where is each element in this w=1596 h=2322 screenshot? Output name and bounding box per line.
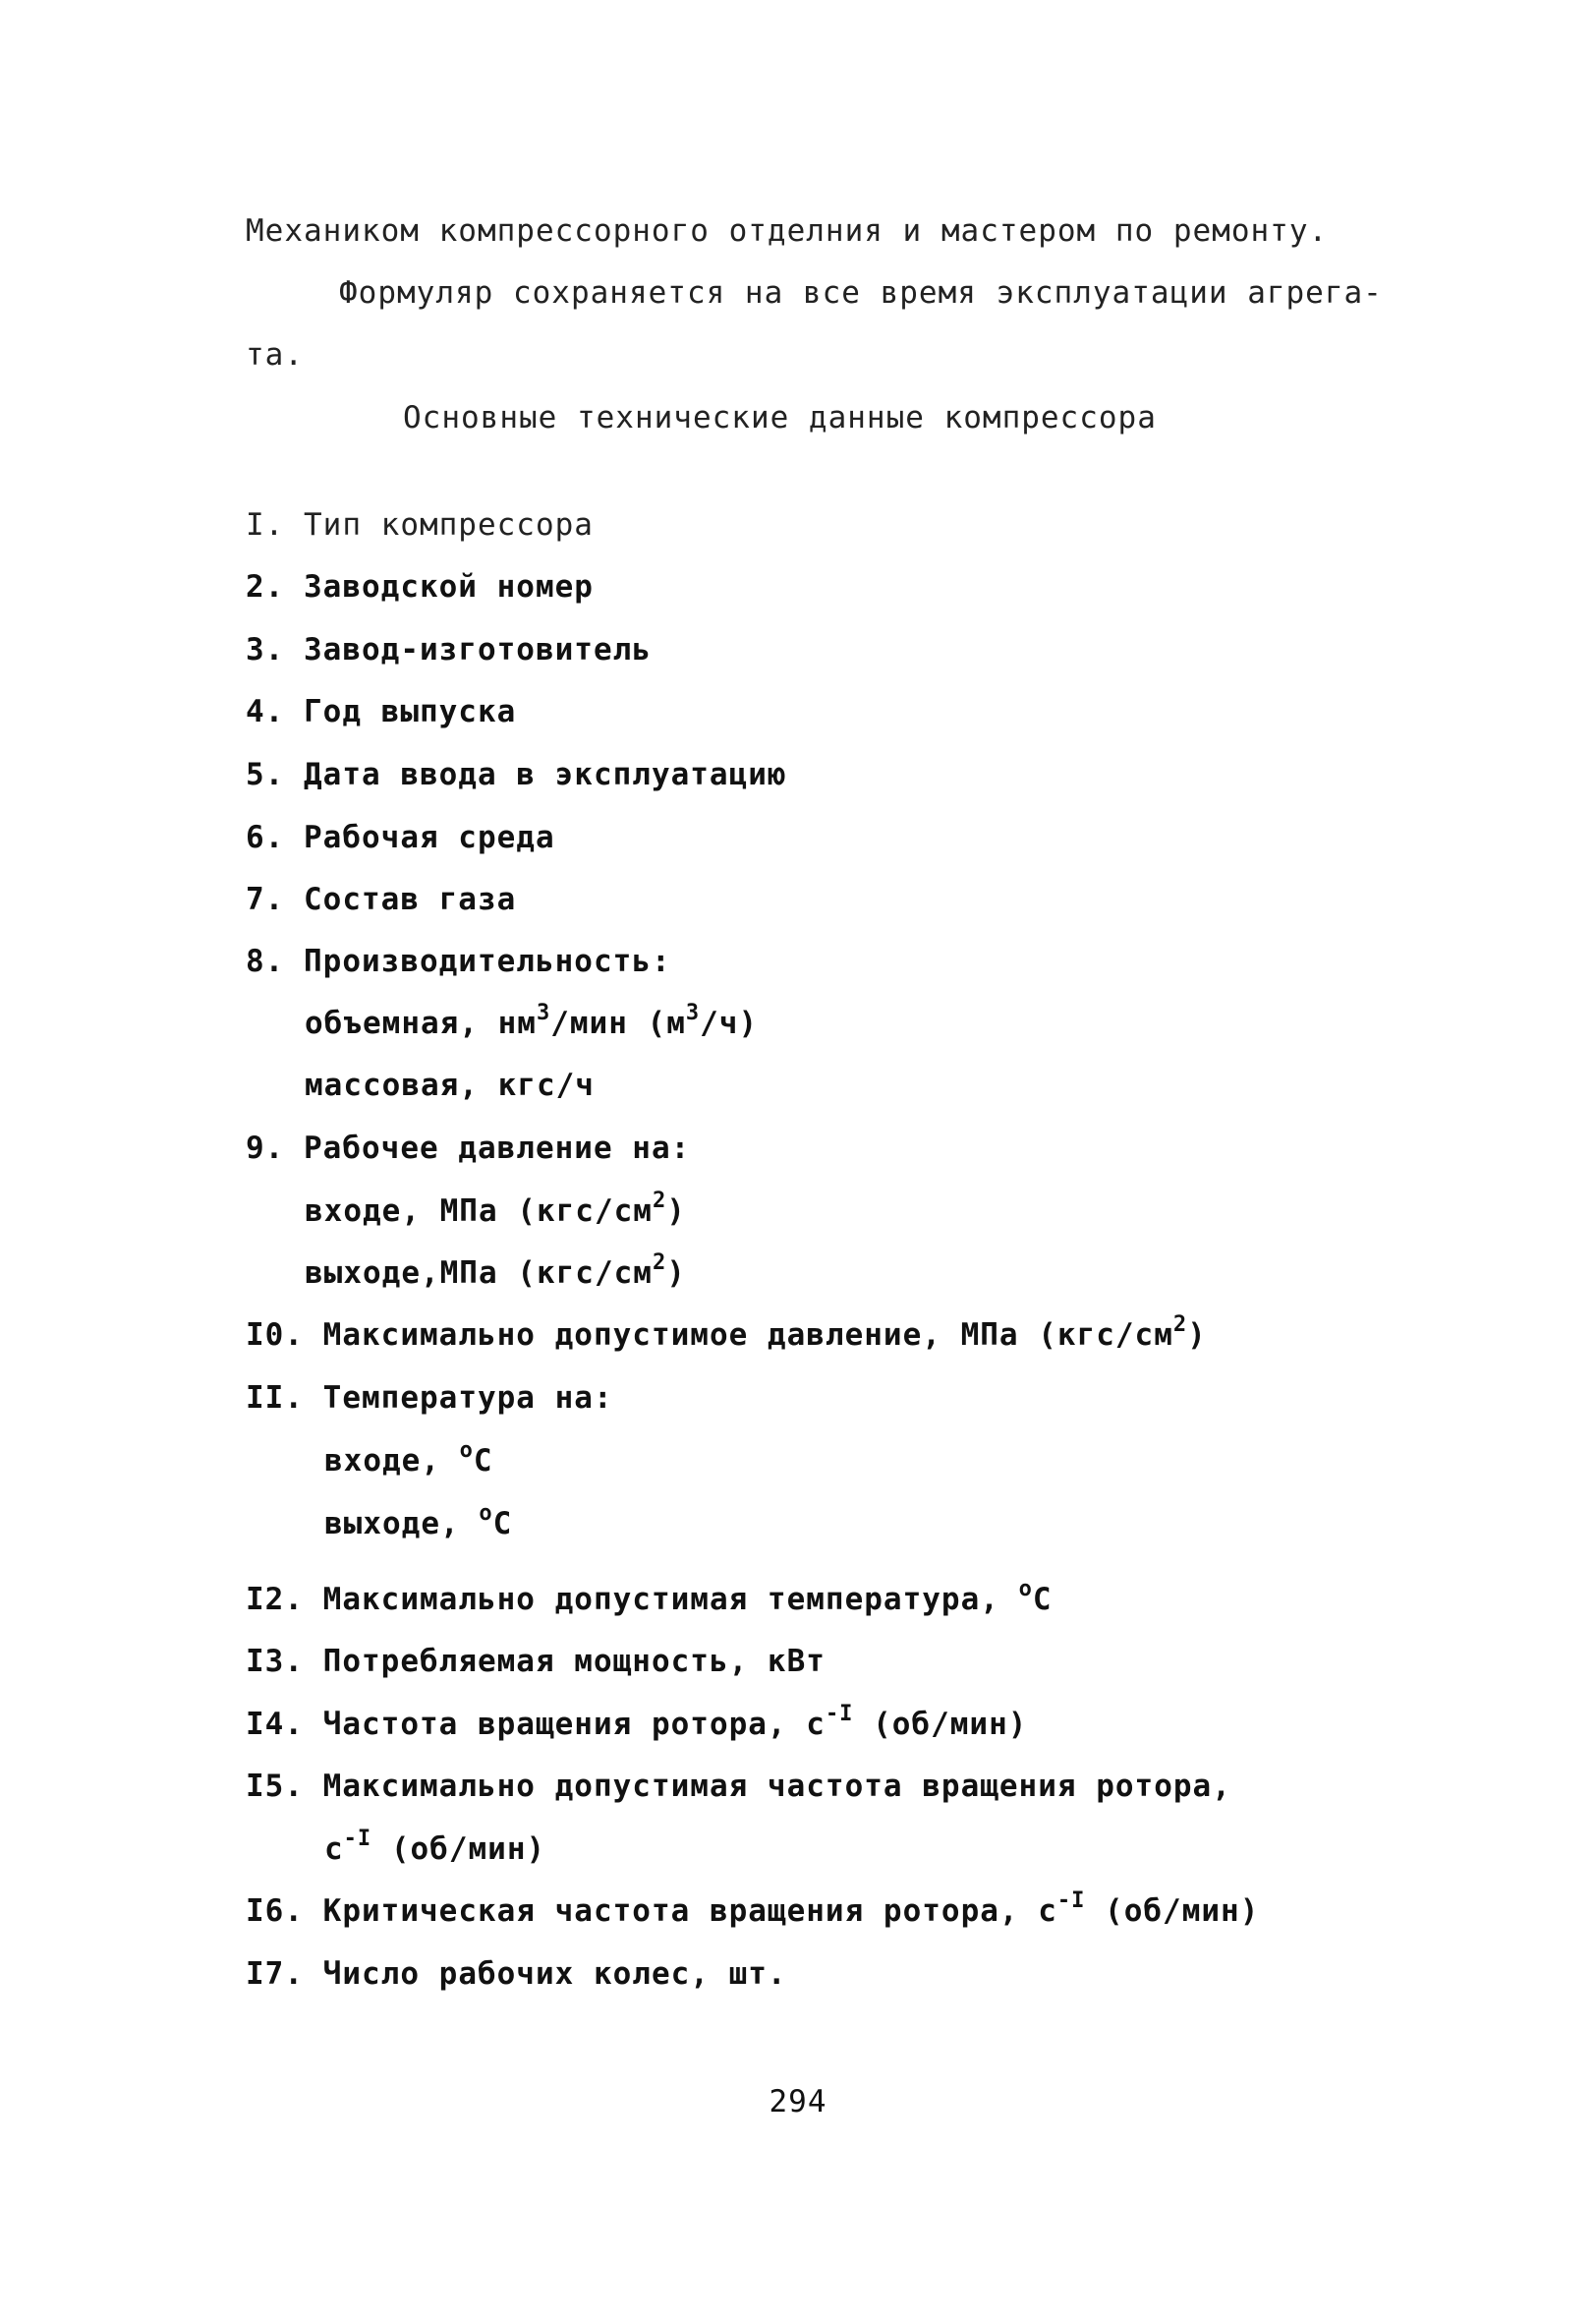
subitem-text: входе,: [324, 1443, 460, 1479]
item-text: (об/мин): [1085, 1893, 1260, 1929]
list-item: [246, 1642, 826, 1681]
item-number: I3.: [246, 1644, 304, 1679]
item-number: II.: [246, 1380, 304, 1416]
list-item: [246, 630, 652, 669]
superscript: 2: [1172, 1312, 1188, 1337]
subitem-text: С: [492, 1506, 513, 1541]
item-number: 5.: [246, 757, 285, 792]
superscript: -I: [343, 1827, 372, 1851]
item-text: Тип компрессора: [304, 507, 594, 543]
list-item: [246, 1954, 787, 1994]
superscript: -I: [1056, 1888, 1086, 1913]
subitem-text: объемная, нм: [305, 1006, 537, 1041]
superscript: о: [479, 1501, 493, 1526]
subitem-text: выходе,: [324, 1506, 480, 1541]
item-text: Потребляемая мощность, кВт: [322, 1644, 826, 1679]
superscript: о: [459, 1438, 474, 1463]
item-text: Рабочая среда: [304, 820, 555, 855]
item-number: 8.: [246, 944, 285, 979]
item-text: Состав газа: [304, 882, 517, 917]
subitem-text: ): [666, 1193, 686, 1229]
item-number: I4.: [246, 1707, 304, 1742]
item-text: Производительность:: [304, 944, 671, 979]
superscript: 3: [685, 1001, 701, 1025]
subitem-text: ): [666, 1255, 686, 1291]
item-number: I2.: [246, 1582, 304, 1617]
intro-line-1: Механиком компрессорного отделния и мастером по ремонту.: [246, 213, 1329, 249]
item-text: Дата ввода в эксплуатацию: [304, 757, 787, 792]
superscript: о: [1018, 1577, 1033, 1601]
page-number: 294: [769, 2084, 827, 2119]
item-text: Год выпуска: [304, 694, 517, 729]
list-subitem: [305, 1066, 595, 1105]
list-item: [246, 818, 555, 857]
list-item: [246, 1378, 613, 1418]
item-text: Максимально допустимая температура,: [322, 1582, 1019, 1617]
item-text: Частота вращения ротора, с: [322, 1707, 826, 1742]
item-number: I5.: [246, 1769, 304, 1804]
item-text: Заводской номер: [304, 569, 594, 605]
item-number: 2.: [246, 569, 285, 605]
item-text: Максимально допустимая частота вращения ротора,: [322, 1769, 1231, 1804]
subitem-text: /мин (м: [550, 1006, 686, 1041]
item-text: (об/мин): [853, 1707, 1028, 1742]
superscript: -I: [825, 1702, 854, 1726]
item-number: I7.: [246, 1956, 304, 1992]
list-subitem: [305, 1191, 686, 1231]
list-item: [246, 755, 787, 794]
list-item: [246, 1577, 1053, 1619]
list-item: [246, 1129, 690, 1168]
item-number: 9.: [246, 1131, 285, 1166]
subitem-text: входе, МПа (кгс/см: [305, 1193, 653, 1229]
item-text: Температура на:: [322, 1380, 613, 1416]
section-heading: Основные технические данные компрессора: [403, 400, 1157, 435]
superscript: 3: [536, 1001, 551, 1025]
item-text: ): [1187, 1317, 1207, 1353]
subitem-text: С: [473, 1443, 493, 1479]
item-number: 3.: [246, 632, 285, 668]
subitem-text: (об/мин): [371, 1831, 546, 1867]
subitem-text: массовая, кгс/ч: [305, 1068, 595, 1103]
item-text: Завод-изготовитель: [304, 632, 652, 668]
item-number: I.: [246, 507, 285, 543]
item-text: С: [1032, 1582, 1053, 1617]
list-item: [246, 505, 594, 545]
superscript: 2: [652, 1189, 667, 1213]
list-item: [246, 1888, 1260, 1931]
list-item: [246, 880, 516, 919]
item-number: I6.: [246, 1893, 304, 1929]
item-number: 6.: [246, 820, 285, 855]
item-text: Число рабочих колес, шт.: [322, 1956, 787, 1992]
item-text: Критическая частота вращения ротора, с: [322, 1893, 1057, 1929]
item-number: 4.: [246, 694, 285, 729]
list-subitem: [324, 1829, 545, 1869]
list-item: [246, 567, 594, 607]
item-number: 7.: [246, 882, 285, 917]
intro-line-2: Формуляр сохраняется на все время эксплуатации агрега-: [339, 275, 1383, 311]
list-item: [246, 1767, 1231, 1806]
subitem-text: с: [324, 1831, 344, 1867]
list-item: [246, 1702, 1028, 1744]
list-item: [246, 1312, 1207, 1355]
item-text: Максимально допустимое давление, МПа (кгс/см: [322, 1317, 1173, 1353]
list-subitem: [305, 1250, 686, 1293]
subitem-text: /ч): [700, 1006, 759, 1041]
list-item: [246, 692, 516, 731]
intro-line-3: та.: [246, 337, 304, 373]
list-subitem: [324, 1501, 513, 1543]
list-subitem: [305, 1001, 759, 1043]
item-text: Рабочее давление на:: [304, 1131, 691, 1166]
subitem-text: выходе,МПа (кгс/см: [305, 1255, 653, 1291]
list-subitem: [324, 1438, 493, 1480]
list-item: [246, 942, 671, 981]
item-number: I0.: [246, 1317, 304, 1353]
superscript: 2: [652, 1250, 667, 1275]
